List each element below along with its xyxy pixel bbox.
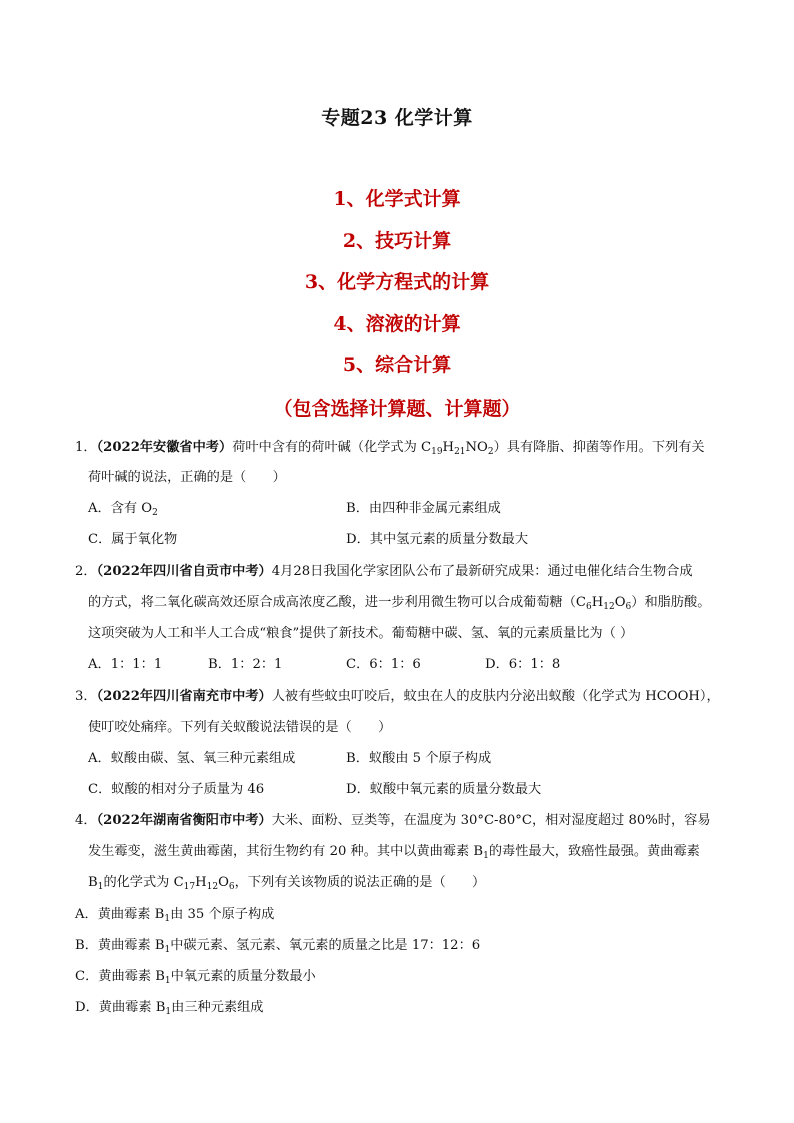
question-text: ）和脂肪酸。 — [631, 595, 711, 610]
subscript: 1 — [483, 851, 489, 861]
question-text: 这项突破为人工和半人工合成“粮食”提供了新技术。葡萄糖中碳、氢、氧的元素质量比为（ ） — [88, 626, 634, 641]
option-text: 中碳元素、氢元素、氧元素的质量之比是 17：12：6 — [170, 938, 481, 953]
subscript: 6 — [586, 602, 592, 612]
option-b: B．由四种非金属元素组成 — [346, 501, 501, 516]
option-c: C．蚁酸的相对分子质量为 46 — [88, 782, 265, 797]
question-text: H — [442, 440, 455, 455]
subscript: 17 — [183, 882, 196, 892]
option-a — [75, 903, 274, 922]
option-a: A．1：1：1 — [88, 657, 163, 672]
subscript: 1 — [97, 882, 104, 892]
question-text: H — [591, 595, 604, 610]
option-d — [75, 996, 263, 1015]
subscript: 19 — [431, 447, 443, 457]
option-text: D．黄曲霉素 B — [75, 1000, 166, 1015]
option-text: A．含有 O — [88, 501, 153, 516]
question-text: 的毒性最大，致癌性最强。黄曲霉素 — [488, 844, 700, 859]
option-b — [75, 934, 480, 953]
scope-note: （包含选择计算题、计算题） — [273, 398, 521, 420]
question-2-line-1 — [75, 560, 693, 579]
question-number: 1． — [75, 440, 97, 455]
topic-item: 2、技巧计算 — [342, 229, 452, 252]
question-4-line-2 — [88, 840, 700, 859]
question-text: NO — [465, 440, 488, 455]
question-text: B — [88, 875, 98, 890]
option-text: B．黄曲霉素 B — [75, 938, 165, 953]
topic-item: 4、溶液的计算 — [333, 312, 461, 335]
question-4-line-1 — [75, 809, 711, 828]
question-text: 的化学式为 C — [103, 875, 184, 890]
question-source: （2022年安徽省中考） — [96, 440, 233, 455]
question-number: 4． — [75, 813, 97, 828]
option-c — [75, 965, 316, 984]
option-b: B．1：2：1 — [208, 657, 283, 672]
question-text: O — [218, 875, 229, 890]
topic-list — [0, 184, 794, 392]
option-c: C．属于氧化物 — [88, 532, 178, 547]
subscript: 21 — [454, 447, 466, 457]
subscript: 12 — [206, 882, 219, 892]
subscript: 2 — [152, 508, 158, 518]
question-text: O — [614, 595, 626, 610]
subscript: 1 — [164, 945, 171, 955]
question-text: 的方式，将二氧化碳高效还原合成高浓度乙酸，进一步利用微生物可以合成葡萄糖（C — [88, 595, 587, 610]
question-number: 3． — [75, 689, 97, 704]
question-text: ，下列有关该物质的说法正确的是（ ） — [234, 875, 486, 890]
option-d: D．6：1：8 — [485, 657, 561, 672]
topic-item: 3、化学方程式的计算 — [304, 271, 490, 293]
option-text: A．黄曲霉素 B — [75, 907, 165, 922]
question-text: 人被有些蚊虫叮咬后，蚊虫在人的皮肤内分泌出蚁酸（化学式为 HCOOH）， — [271, 689, 720, 704]
subscript: 12 — [603, 602, 615, 612]
question-source: （2022年四川省南充市中考） — [96, 689, 272, 704]
option-b: B．蚁酸由 5 个原子构成 — [346, 751, 492, 766]
option-c: C．6：1：6 — [346, 657, 421, 672]
topic-item: 5、综合计算 — [342, 354, 452, 376]
page-title: 专题23 化学计算 — [321, 107, 473, 129]
question-text: 荷叶碱的说法，正确的是（ ） — [88, 470, 286, 485]
question-text: 4月28日我国化学家团队公布了最新研究成果：通过电催化结合生物合成 — [271, 564, 693, 579]
option-d: D．蚁酸中氧元素的质量分数最大 — [346, 782, 542, 797]
option-text: 由 35 个原子构成 — [170, 907, 275, 922]
question-2-line-2 — [88, 591, 710, 610]
option-text: 中氧元素的质量分数最小 — [170, 969, 316, 984]
option-d: D．其中氢元素的质量分数最大 — [346, 532, 529, 547]
subscript: 1 — [165, 1007, 172, 1017]
subscript: 6 — [228, 882, 235, 892]
question-text: 发生霉变，滋生黄曲霉菌，其衍生物约有 20 种。其中以黄曲霉素 B — [88, 844, 484, 859]
subscript: 2 — [487, 447, 494, 457]
question-number: 2． — [75, 564, 97, 579]
question-text: 大米、面粉、豆类等，在温度为 30°C-80°C，相对湿度超过 80%时，容易 — [271, 813, 711, 828]
subscript: 1 — [164, 976, 171, 986]
question-3-line-1 — [75, 685, 720, 704]
question-1-line-1 — [75, 436, 705, 455]
question-source: （2022年湖南省衡阳市中考） — [96, 813, 272, 828]
question-text: H — [195, 875, 207, 890]
option-a — [88, 497, 158, 516]
question-source: （2022年四川省自贡市中考） — [96, 564, 272, 579]
topic-item: 1、化学式计算 — [333, 188, 461, 210]
question-4-line-3 — [88, 871, 485, 890]
subscript: 6 — [625, 602, 632, 612]
option-a: A．蚁酸由碳、氢、氧三种元素组成 — [88, 751, 296, 766]
question-text: 使叮咬处痛痒。下列有关蚁酸说法错误的是（ ） — [88, 720, 392, 735]
option-text: C．黄曲霉素 B — [75, 969, 165, 984]
option-text: 由三种元素组成 — [171, 1000, 264, 1015]
question-text: 荷叶中含有的荷叶碱（化学式为 C — [232, 440, 432, 455]
question-text: ）具有降脂、抑菌等作用。下列有关 — [493, 440, 705, 455]
subscript: 1 — [164, 914, 171, 924]
